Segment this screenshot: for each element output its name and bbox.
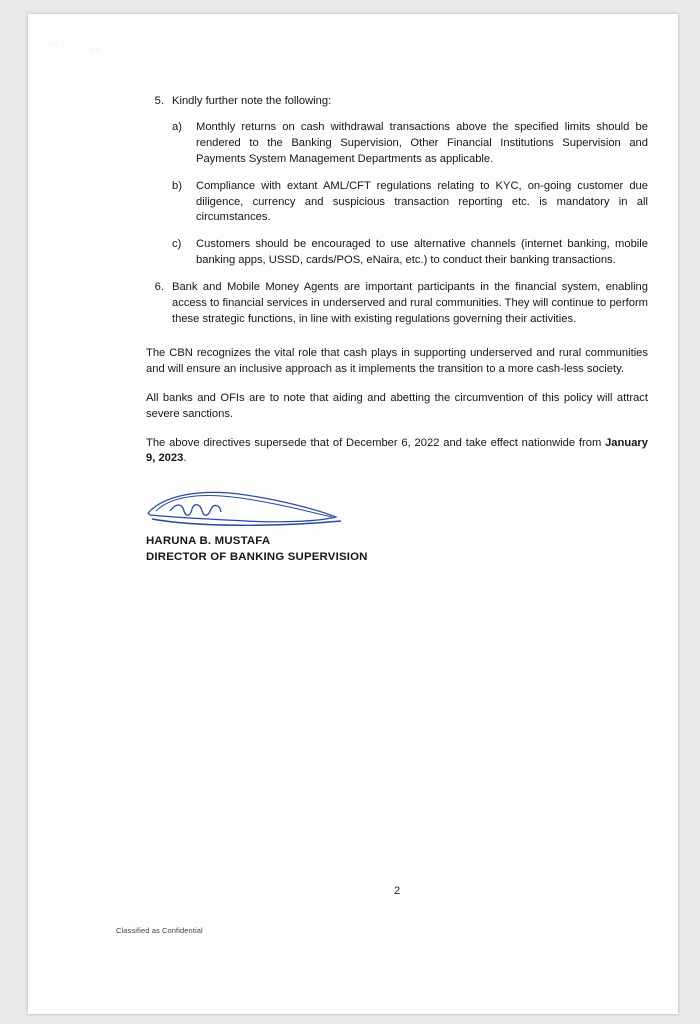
sub-item-b-text: Compliance with extant AML/CFT regulations relating to KYC, on-going customer due diligence, currency and suspicious transaction reporting etc. is mandatory in all circumstances. [196, 179, 648, 224]
numbered-item-5-sublist [172, 120, 648, 269]
numbered-item-6 [146, 280, 648, 328]
numbered-item-5 [146, 94, 648, 110]
sub-item-a-text: Monthly returns on cash withdrawal transactions above the specified limits should be rendered to the Banking Supervision, Other Financial Institutions Supervision and Payments System Management Departments as applicable. [196, 120, 648, 165]
document-body [146, 94, 648, 897]
numbered-item-5-text: Kindly further note the following: [172, 95, 332, 107]
numbered-item-6-marker: 6. [154, 281, 164, 294]
sub-item-a-marker: a) [172, 120, 182, 133]
scan-artifact-mark-1: .· [52, 40, 59, 47]
signatory-title: DIRECTOR OF BANKING SUPERVISION [146, 551, 368, 564]
signature-block [146, 493, 648, 564]
sub-item-c-marker: c) [172, 238, 182, 251]
numbered-item-6-text: Bank and Mobile Money Agents are important participants in the financial system, enabling access to financial services in underserved and rural communities. They will continue to perform these strategic functions, in line with existing regulations governing their activities. [172, 281, 648, 325]
paragraph-effective-date [146, 436, 648, 468]
effective-date-value: January 9, 2023 [146, 436, 648, 465]
effective-date-lead: The above directives supersede that of December 6, 2022 and take effect nationwide from [146, 436, 606, 449]
classification-label: Classified as Confidential [116, 926, 203, 935]
scan-artifact-mark-2: · · [90, 46, 100, 53]
sub-item-c [172, 237, 648, 269]
sub-item-c-text: Customers should be encouraged to use alternative channels (internet banking, mobile banking apps, USSD, cards/POS, eNaira, etc.) to conduct their banking transactions. [196, 238, 648, 267]
sub-item-a [172, 120, 648, 168]
paragraph-cbn-role: The CBN recognizes the vital role that cash plays in supporting underserved and rural communities and will ensure an inclusive approach as it implements the transition to a more cash-less society. [146, 346, 648, 375]
effective-date-trail: . [183, 452, 187, 465]
sub-item-b [172, 179, 648, 227]
signature-icon [136, 487, 366, 533]
signatory-name: HARUNA B. MUSTAFA [146, 535, 271, 548]
document-page [28, 14, 678, 1014]
page-number: 2 [393, 885, 401, 897]
numbered-item-5-marker: 5. [154, 95, 164, 107]
sub-item-b-marker: b) [172, 179, 182, 192]
paragraph-sanctions: All banks and OFIs are to note that aiding and abetting the circumvention of this policy will attract severe sanctions. [146, 391, 648, 420]
